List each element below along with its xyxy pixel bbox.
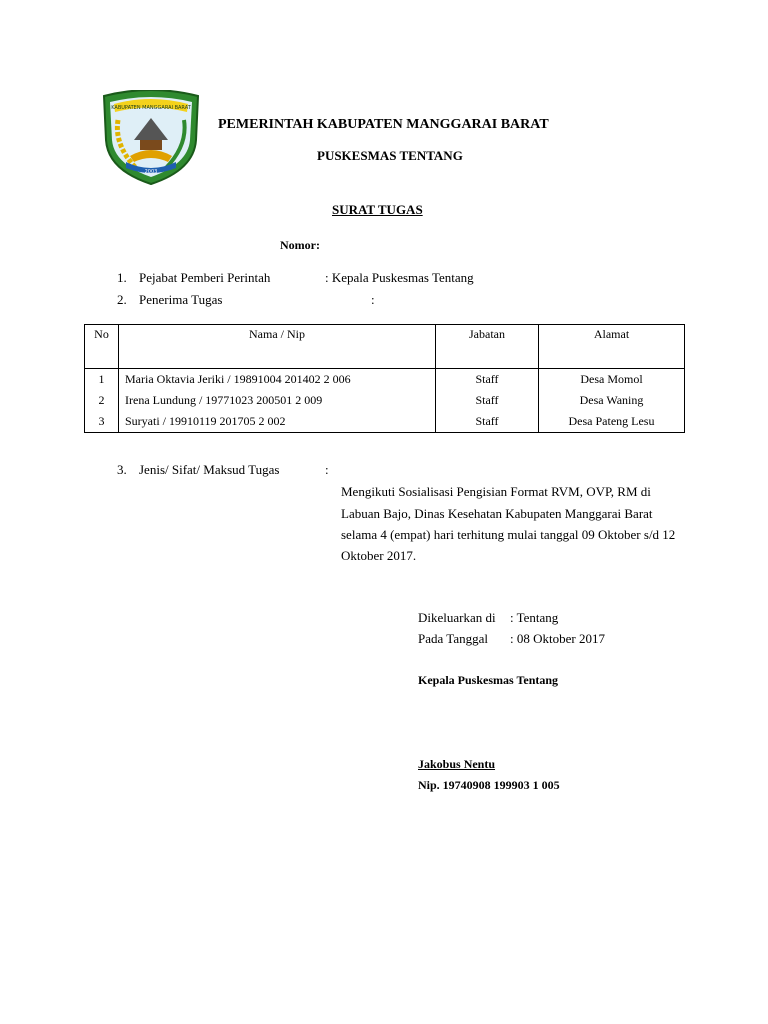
item-3-number: 3. — [117, 462, 127, 477]
table-row — [85, 390, 685, 411]
row-no: 1 — [85, 369, 119, 391]
item-1-value: : Kepala Puskesmas Tentang — [325, 270, 474, 285]
task-description-line: Oktober 2017. — [341, 548, 417, 563]
col-position-header: Jabatan — [436, 325, 539, 369]
issued-date-label: Pada Tanggal — [418, 631, 488, 646]
assignee-table — [84, 324, 685, 433]
table-row — [85, 369, 685, 391]
item-3-label: Jenis/ Sifat/ Maksud Tugas — [139, 462, 280, 477]
regional-seal-logo — [96, 90, 206, 186]
item-1-number: 1. — [117, 270, 127, 285]
signatory-position: Kepala Puskesmas Tentang — [418, 673, 559, 687]
row-address: Desa Waning — [539, 390, 685, 411]
row-name: Irena Lundung / 19771023 200501 2 009 — [119, 390, 436, 411]
seal-lettering: KABUPATEN MANGGARAI BARAT — [111, 105, 191, 111]
letter-title: SURAT TUGAS — [332, 202, 423, 217]
letter-number-label: Nomor: — [280, 238, 320, 252]
seal-year: 2003 — [144, 169, 158, 175]
row-position: Staff — [436, 390, 539, 411]
row-name: Suryati / 19910119 201705 2 002 — [119, 411, 436, 433]
issued-place-label: Dikeluarkan di — [418, 610, 496, 625]
row-address: Desa Pateng Lesu — [539, 411, 685, 433]
institution-heading: PUSKESMAS TENTANG — [317, 148, 463, 163]
issued-place-value: : Tentang — [510, 610, 559, 625]
item-2-value: : — [371, 292, 375, 307]
col-address-header: Alamat — [539, 325, 685, 369]
col-no-header: No — [85, 325, 119, 369]
table-row — [85, 411, 685, 433]
row-name: Maria Oktavia Jeriki / 19891004 201402 2 006 — [119, 369, 436, 391]
item-2-label: Penerima Tugas — [139, 292, 223, 307]
task-description-line: selama 4 (empat) hari terhitung mulai tanggal 09 Oktober s/d 12 — [341, 527, 676, 542]
issued-date-value: : 08 Oktober 2017 — [510, 631, 605, 646]
item-1-label: Pejabat Pemberi Perintah — [139, 270, 271, 285]
item-2-number: 2. — [117, 292, 127, 307]
row-address: Desa Momol — [539, 369, 685, 391]
row-position: Staff — [436, 411, 539, 433]
col-name-header: Nama / Nip — [119, 325, 436, 369]
task-description-line: Mengikuti Sosialisasi Pengisian Format RVM, OVP, RM di — [341, 484, 651, 499]
item-3-colon: : — [325, 462, 329, 477]
row-no: 3 — [85, 411, 119, 433]
government-heading: PEMERINTAH KABUPATEN MANGGARAI BARAT — [218, 117, 549, 132]
signatory-nip: Nip. 19740908 199903 1 005 — [418, 778, 560, 792]
task-description-line: Labuan Bajo, Dinas Kesehatan Kabupaten Manggarai Barat — [341, 506, 653, 521]
signatory-name: Jakobus Nentu — [418, 757, 496, 771]
table-header-row — [85, 325, 685, 369]
row-position: Staff — [436, 369, 539, 391]
row-no: 2 — [85, 390, 119, 411]
